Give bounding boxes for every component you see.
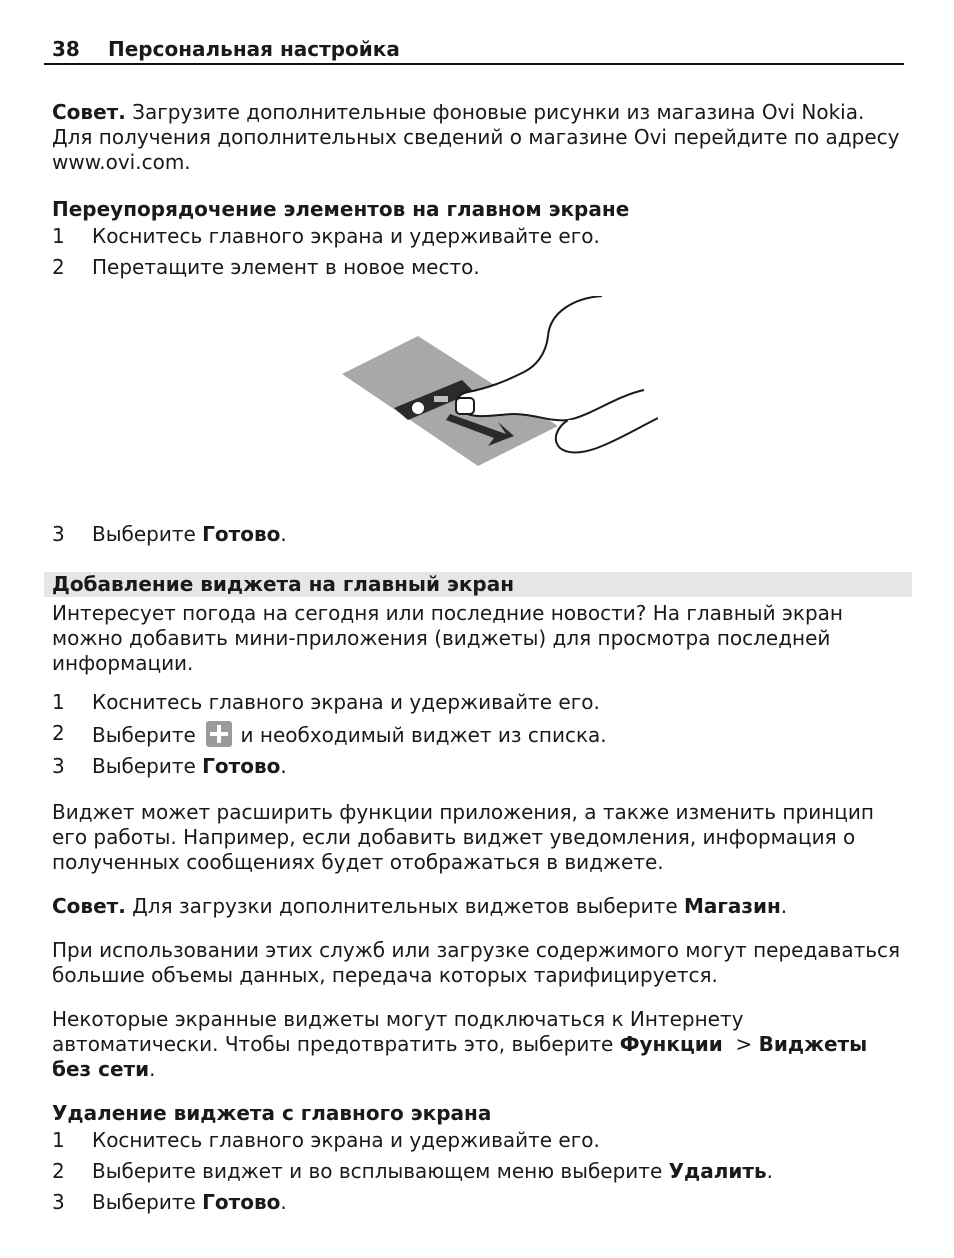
list-item: 2 Перетащите элемент в новое место. (52, 255, 480, 279)
hand-thumb (556, 418, 658, 452)
list-item: 3 Выберите Готово. (52, 1190, 287, 1214)
list-item: 3 Выберите Готово. (52, 522, 287, 546)
tip-wallpapers: Совет. Загрузите дополнительные фоновые рисунки из магазина Ovi Nokia. Для получения дополнительных сведений о магазине Ovi перейдите по адресу www.ovi.com. (52, 100, 900, 174)
list-item: 1 Коснитесь главного экрана и удерживайте его. (52, 1128, 600, 1152)
add-widget-intro: Интересует погода на сегодня или последние новости? На главный экран можно добавить мини-приложения (виджеты) для просмотра последней информации. (52, 601, 844, 675)
section-title: Персональная настройка (108, 37, 400, 61)
hand-index-finger (456, 296, 644, 420)
list-item: 3 Выберите Готово. (52, 754, 287, 778)
remove-widget-heading: Удаление виджета с главного экрана (52, 1101, 492, 1125)
offline-widgets-note: Некоторые экранные виджеты могут подключаться к Интернету автоматически. Чтобы предотвратить это, выберите Функции > Виджеты без сети. (52, 1007, 868, 1081)
widget-dot (412, 402, 424, 414)
list-item: 1 Коснитесь главного экрана и удерживайте его. (52, 690, 600, 714)
tip-store: Совет. Для загрузки дополнительных виджетов выберите Магазин. (52, 894, 788, 918)
add-widget-heading: Добавление виджета на главный экран (44, 572, 912, 597)
page-number: 38 (52, 37, 80, 61)
drag-illustration (52, 288, 902, 514)
reorder-heading: Переупорядочение элементов на главном экране (52, 197, 630, 221)
page-header (44, 36, 904, 65)
data-charges-note: При использовании этих служб или загрузке содержимого могут передаваться большие объемы данных, передача которых тарифицируется. (52, 938, 901, 987)
list-item: 2 Выберите виджет и во всплывающем меню выберите Удалить. (52, 1159, 773, 1183)
list-item: 2 Выберите и необходимый виджет из списка. (52, 721, 607, 747)
list-item: 1 Коснитесь главного экрана и удерживайте его. (52, 224, 600, 248)
widget-bars (434, 396, 448, 402)
fingernail (456, 398, 474, 414)
add-icon (206, 721, 232, 747)
widget-description: Виджет может расширить функции приложения, а также изменить принцип его работы. Например, если добавить виджет уведомления, информация о полученных сообщениях будет отображаться в виджете. (52, 800, 874, 874)
drag-gesture-image (338, 296, 658, 486)
page-content (52, 100, 902, 1215)
